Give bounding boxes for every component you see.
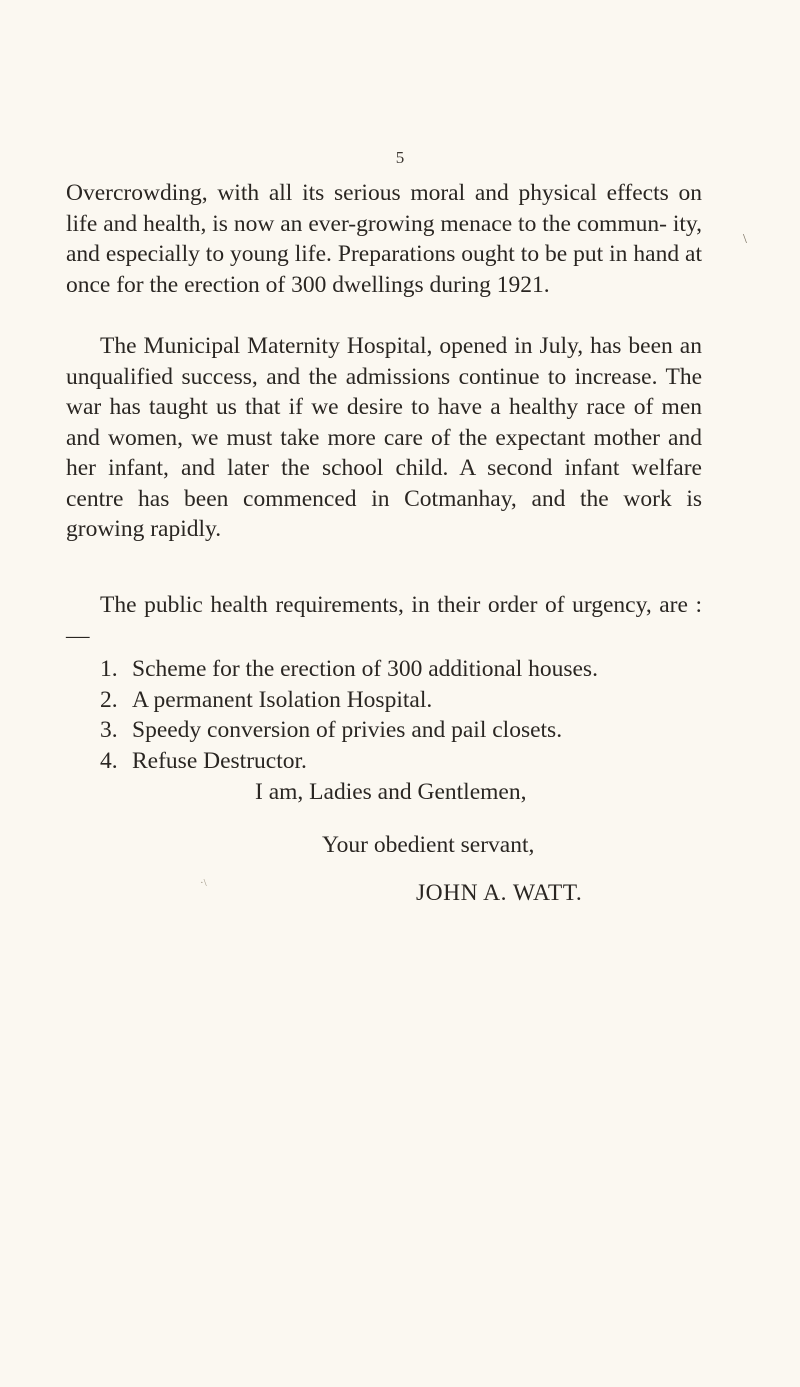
list-item-text: Speedy conversion of privies and pail closets. <box>132 717 563 743</box>
list-item-text: A permanent Isolation Hospital. <box>132 686 433 713</box>
paragraph-text: Overcrowding, with all its serious moral and physical effects on life and health, is now an ever-growing menace to the commun- ity, and especially to young life. Preparations ought to be put in hand at once for the erection of 300 dwellings during 1921. <box>66 180 702 298</box>
paragraph-maternity-hospital <box>66 331 702 545</box>
paragraph-requirements-intro <box>66 590 702 651</box>
closing-salutation: I am, Ladies and Gentlemen, <box>255 779 527 805</box>
list-item-number: 3. <box>100 717 118 743</box>
list-item <box>100 654 720 685</box>
list-item-number: 4. <box>100 747 118 774</box>
list-item <box>100 685 720 716</box>
list-item-text: Refuse Destructor. <box>132 747 307 774</box>
signature: JOHN A. WATT. <box>416 880 583 906</box>
closing-valediction: Your obedient servant, <box>322 832 535 858</box>
list-item-text: Scheme for the erection of 300 additional houses. <box>132 656 598 682</box>
list-item <box>100 715 720 746</box>
paragraph-text: The Municipal Maternity Hospital, opened in July, has been an unqualified success, and the admissions continue to increase. The war has taught us that if we desire to have a healthy race of men and women, we must take more care of the expectant mother and her infant, and later the school child. A second infant welfare centre has been commenced in Cotmanhay, and the work is growing rapidly. <box>66 333 702 542</box>
list-item-number: 2. <box>100 686 118 713</box>
margin-tick-mark: ·\ <box>200 877 207 889</box>
margin-tick-mark: \ <box>743 232 747 247</box>
paragraph-text: The public health requirements, in their order of urgency, are :— <box>66 592 702 649</box>
requirements-list <box>100 654 720 776</box>
list-item <box>100 746 720 777</box>
paragraph-overcrowding <box>66 178 702 300</box>
page-number: 5 <box>395 148 405 167</box>
list-item-number: 1. <box>100 656 118 682</box>
